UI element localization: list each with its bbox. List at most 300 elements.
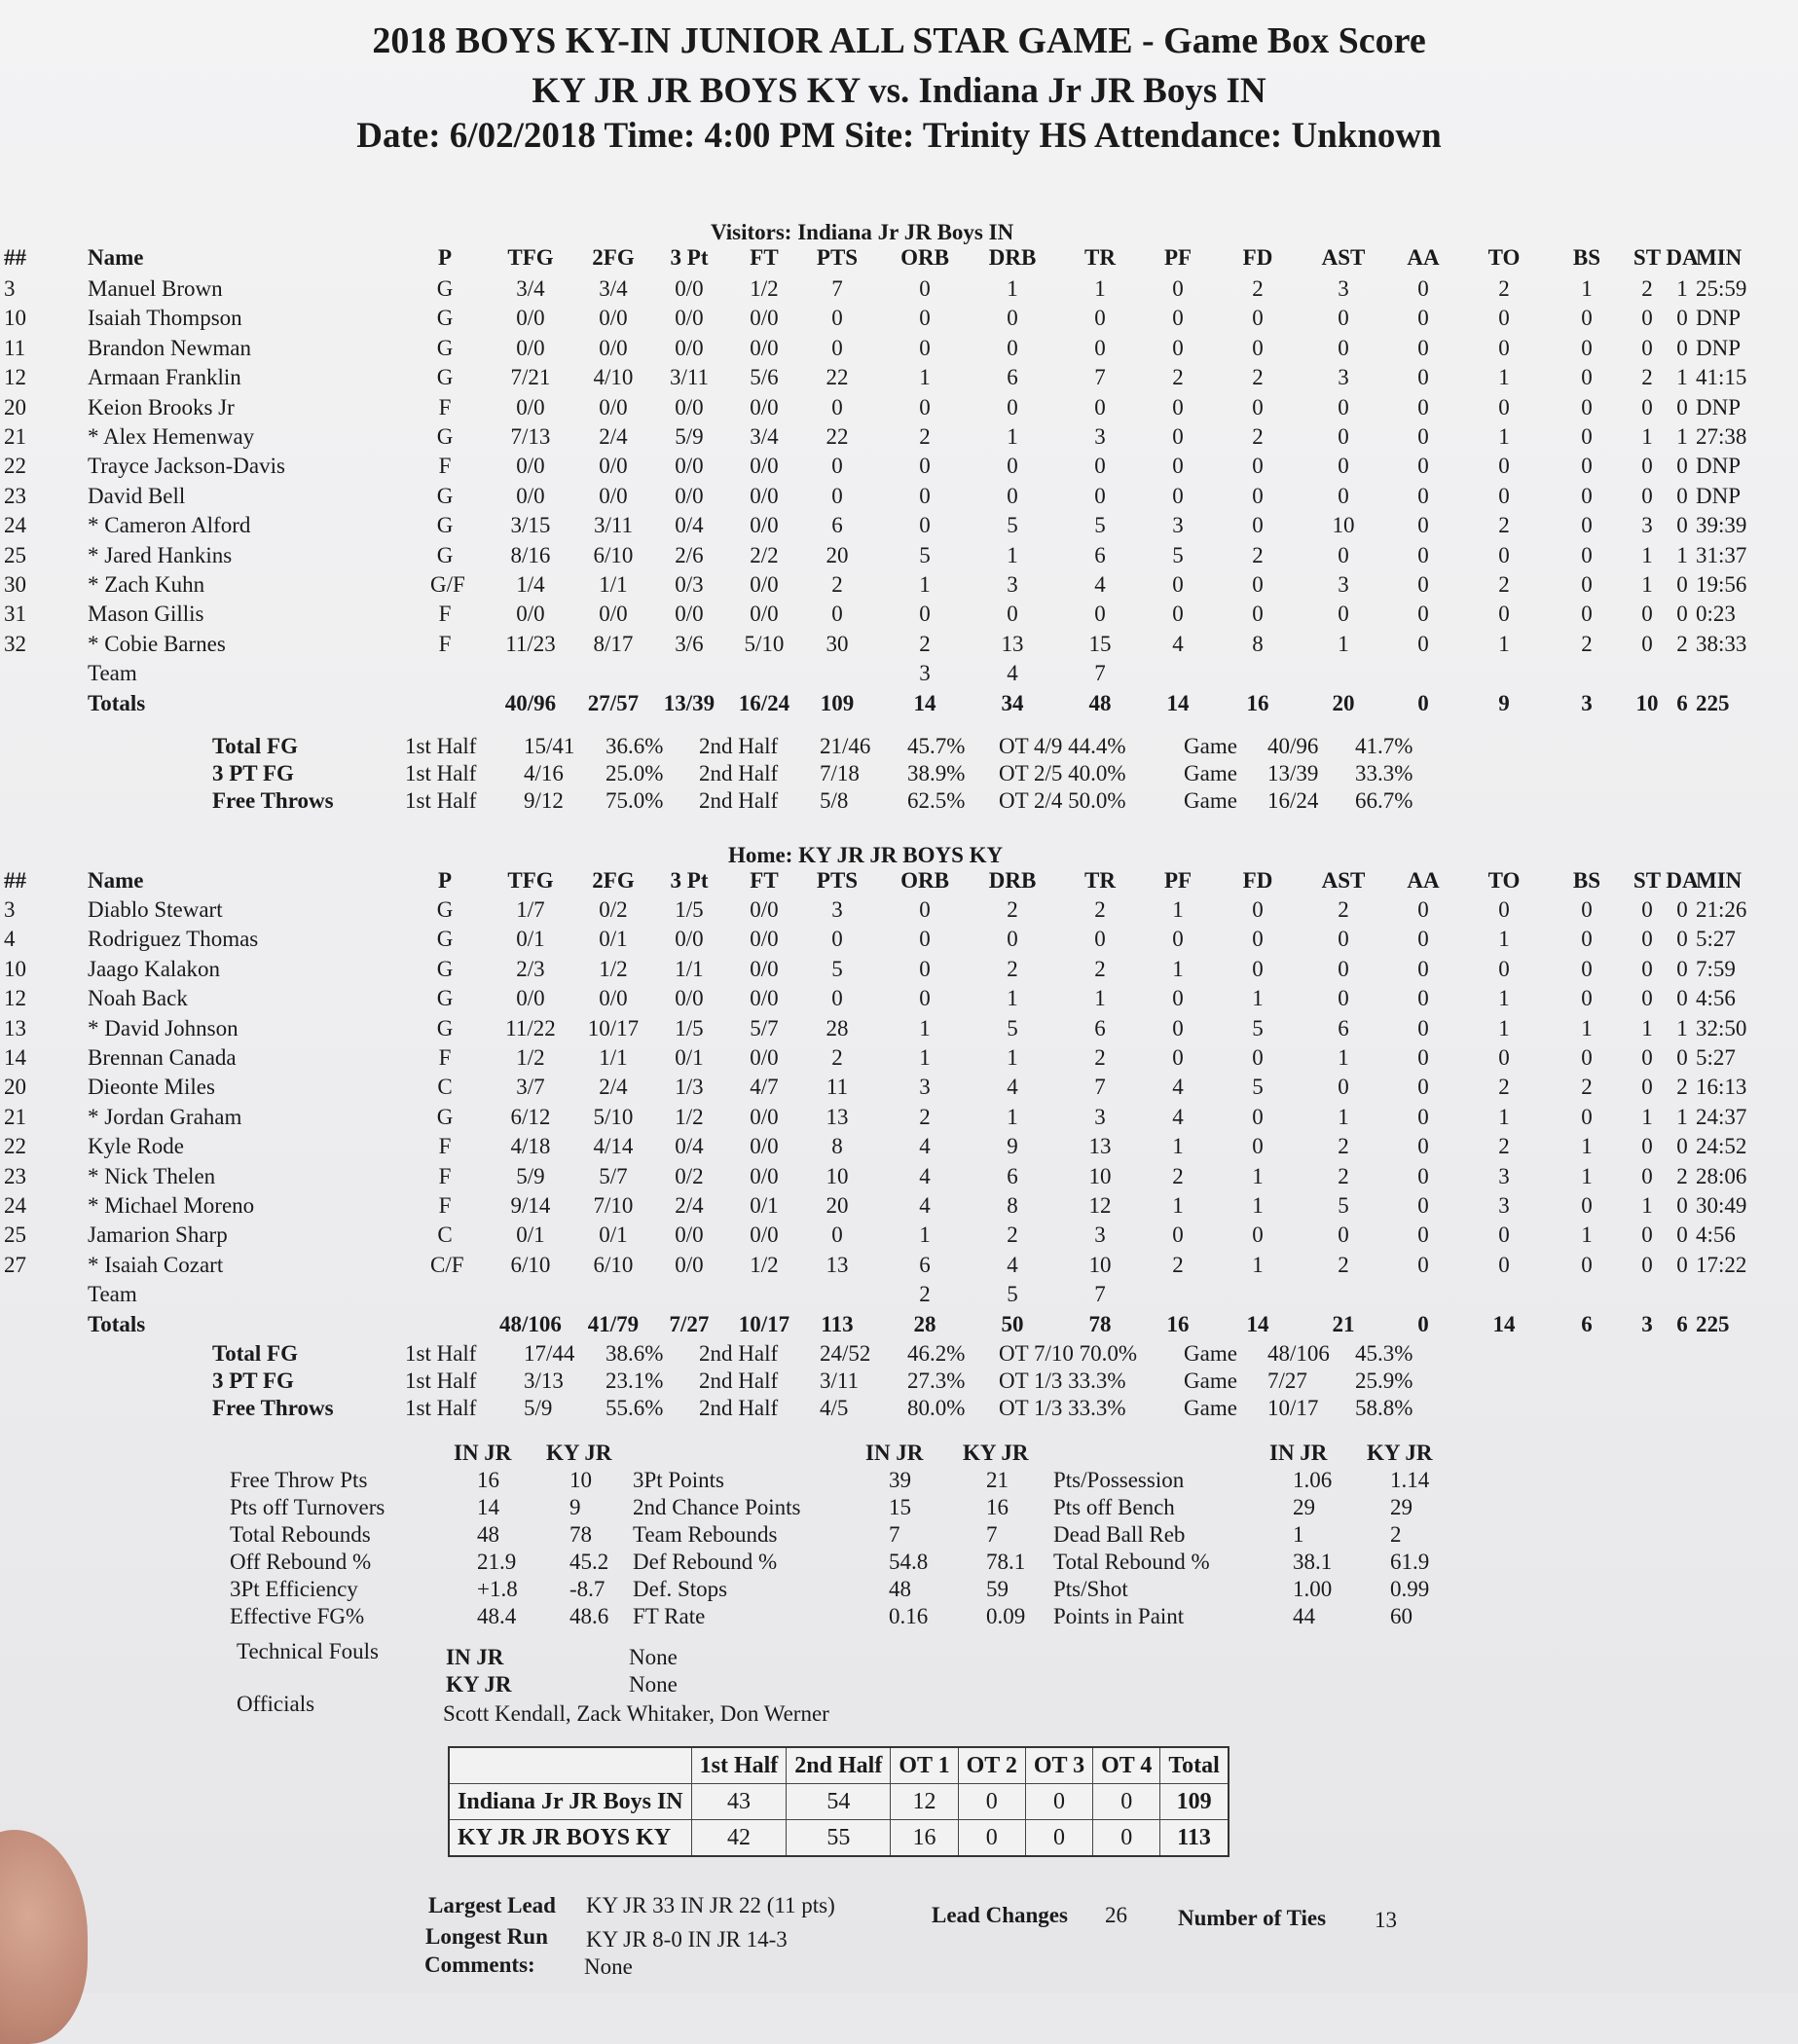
stat-cell-tfg: 0/0 xyxy=(516,602,545,627)
stat-cell-ast: 1 xyxy=(1338,631,1349,656)
column-header-ast: AST xyxy=(1321,868,1366,893)
stat-cell-drb: 0 xyxy=(1007,927,1018,952)
stat-cell-st: 0 xyxy=(1641,1134,1653,1159)
linescore-cell: 42 xyxy=(691,1820,787,1857)
stats-label: Pts/Possession xyxy=(1053,1468,1185,1492)
stat-cell-pt3: 0/4 xyxy=(675,513,704,538)
stat-cell-to: 0 xyxy=(1498,454,1510,479)
stat-cell-orb: 0 xyxy=(919,454,931,479)
stat-cell-da: 0 xyxy=(1676,454,1688,479)
stat-cell-num: 20 xyxy=(4,1075,26,1100)
stat-cell-tfg: 3/15 xyxy=(510,513,551,538)
shooting-ot: OT 1/3 33.3% xyxy=(999,1369,1126,1393)
stat-cell-to: 0 xyxy=(1498,306,1510,331)
stat-cell-st: 1 xyxy=(1641,1015,1653,1040)
stat-cell-fd: 1 xyxy=(1252,1163,1264,1188)
stat-cell-min: 5:27 xyxy=(1696,927,1736,952)
ties-label: Number of Ties xyxy=(1178,1906,1327,1930)
stat-cell-pf: 0 xyxy=(1172,986,1184,1011)
table-row xyxy=(0,986,1798,1015)
stat-cell-fd: 0 xyxy=(1252,897,1264,922)
stat-cell-da: 0 xyxy=(1676,986,1688,1011)
stat-cell-da: 2 xyxy=(1676,631,1688,656)
stat-cell-st: 2 xyxy=(1641,276,1653,301)
stat-cell-to: 0 xyxy=(1498,1252,1510,1277)
stat-cell-pt3: 0/1 xyxy=(675,1045,704,1070)
home-team-row xyxy=(0,1282,1798,1311)
player-name: Armaan Franklin xyxy=(88,365,241,390)
column-header-ft: FT xyxy=(750,868,779,893)
stat-cell-to: 0 xyxy=(1498,602,1510,627)
stat-cell-da: 2 xyxy=(1676,1075,1688,1100)
stat-cell-bs: 0 xyxy=(1581,1193,1593,1218)
stat-cell-pf: 1 xyxy=(1172,1193,1184,1218)
stat-cell-ft: 0/0 xyxy=(750,1045,779,1070)
stat-cell-pf: 0 xyxy=(1172,424,1184,449)
stat-cell-da: 0 xyxy=(1676,1134,1688,1159)
stat-cell-pf: 4 xyxy=(1172,1104,1184,1129)
stat-cell-ft: 1/2 xyxy=(750,1252,779,1277)
lead-changes-label: Lead Changes xyxy=(932,1903,1068,1927)
stat-cell-num: 11 xyxy=(4,335,26,360)
stat-cell-drb: 1 xyxy=(1007,424,1018,449)
column-header-drb: DRB xyxy=(988,245,1037,270)
stats-label: Free Throw Pts xyxy=(230,1468,368,1492)
stat-cell-ft: 0/0 xyxy=(750,572,779,597)
stat-cell-ft: 0/0 xyxy=(750,483,779,508)
shooting-ot: OT 1/3 33.3% xyxy=(999,1396,1126,1420)
stat-cell-min: DNP xyxy=(1696,335,1742,360)
stat-cell-da: 0 xyxy=(1676,394,1688,420)
stat-cell-fd: 0 xyxy=(1252,927,1264,952)
stats-ky-value: 29 xyxy=(1390,1495,1413,1519)
stats-ky-value: 1.14 xyxy=(1390,1468,1430,1492)
stats-col-in: IN JR xyxy=(454,1441,512,1465)
totals-bs: 6 xyxy=(1581,1311,1593,1336)
totals-pts: 109 xyxy=(820,690,855,715)
linescore-total: 109 xyxy=(1160,1784,1229,1820)
stat-cell-tfg: 1/4 xyxy=(516,572,545,597)
stats-in-value: 44 xyxy=(1293,1604,1315,1628)
shooting-g: Game xyxy=(1184,1396,1237,1420)
stat-cell-tfg: 11/22 xyxy=(505,1015,556,1040)
stat-cell-fd: 0 xyxy=(1252,454,1264,479)
stat-cell-fg2: 10/17 xyxy=(587,1015,640,1040)
stat-cell-aa: 0 xyxy=(1417,897,1429,922)
stat-cell-pts: 2 xyxy=(831,572,843,597)
column-header-aa: AA xyxy=(1407,245,1440,270)
stat-cell-min: 25:59 xyxy=(1696,276,1747,301)
stat-cell-tfg: 0/0 xyxy=(516,394,545,420)
stat-cell-orb: 1 xyxy=(919,1045,931,1070)
stat-cell-tfg: 3/7 xyxy=(516,1075,545,1100)
stat-cell-st: 0 xyxy=(1641,602,1653,627)
linescore-cell: 55 xyxy=(787,1820,891,1857)
stat-cell-drb: 4 xyxy=(1007,1252,1018,1277)
stat-cell-drb: 1 xyxy=(1007,986,1018,1011)
stat-cell-pos: C xyxy=(437,1223,453,1248)
stat-cell-pos: F xyxy=(438,1134,452,1159)
shooting-h2p: 62.5% xyxy=(907,788,966,813)
column-header-fd: FD xyxy=(1242,245,1273,270)
stats-in-value: 54.8 xyxy=(889,1550,929,1574)
stat-cell-da: 1 xyxy=(1676,542,1688,567)
shooting-label: 3 PT FG xyxy=(212,1369,294,1393)
shooting-gp: 33.3% xyxy=(1355,761,1413,785)
column-header-to: TO xyxy=(1487,868,1521,893)
stat-cell-fg2: 0/0 xyxy=(599,454,628,479)
stat-cell-pos: G xyxy=(436,542,454,567)
stats-ky-value: 0.09 xyxy=(986,1604,1026,1628)
stat-cell-tr: 3 xyxy=(1094,1104,1106,1129)
comments-value: None xyxy=(584,1954,633,1979)
stat-cell-st: 0 xyxy=(1641,956,1653,981)
stat-cell-ast: 0 xyxy=(1338,986,1349,1011)
column-header-pf: PF xyxy=(1163,868,1193,893)
stat-cell-st: 1 xyxy=(1641,572,1653,597)
comments-label: Comments: xyxy=(424,1953,535,1977)
stat-cell-fd: 0 xyxy=(1252,394,1264,420)
stat-cell-tr: 1 xyxy=(1094,986,1106,1011)
stat-cell-min: 21:26 xyxy=(1696,897,1747,922)
stat-cell-drb: 0 xyxy=(1007,335,1018,360)
stat-cell-fg2: 0/0 xyxy=(599,986,628,1011)
stats-ky-value: 59 xyxy=(986,1577,1009,1601)
totals-bs: 3 xyxy=(1581,690,1593,715)
stat-cell-tfg: 0/0 xyxy=(516,335,545,360)
stat-cell-pts: 20 xyxy=(826,542,849,567)
stat-cell-pf: 3 xyxy=(1172,513,1184,538)
stat-cell-fg2: 0/0 xyxy=(599,335,628,360)
totals-ft: 16/24 xyxy=(738,690,790,715)
linescore-header: OT 2 xyxy=(958,1747,1025,1784)
stat-cell-orb: 1 xyxy=(919,572,931,597)
stat-cell-fd: 0 xyxy=(1252,956,1264,981)
stat-cell-pf: 1 xyxy=(1172,897,1184,922)
stat-cell-tr: 13 xyxy=(1088,1134,1112,1159)
stat-cell-fg2: 6/10 xyxy=(593,542,634,567)
stat-cell-bs: 0 xyxy=(1581,572,1593,597)
totals-name: Totals xyxy=(88,1311,146,1336)
column-header-pts: PTS xyxy=(816,868,859,893)
stat-cell-min: 24:37 xyxy=(1696,1104,1747,1129)
stat-cell-to: 2 xyxy=(1498,276,1510,301)
stats-in-value: 48.4 xyxy=(477,1604,517,1628)
stat-cell-fg2: 3/11 xyxy=(593,513,634,538)
stat-cell-num: 14 xyxy=(4,1045,26,1070)
stat-cell-st: 0 xyxy=(1641,927,1653,952)
shooting-h2p: 45.7% xyxy=(907,734,966,758)
stat-cell-pos: G xyxy=(436,424,454,449)
stat-cell-ast: 6 xyxy=(1338,1015,1349,1040)
stat-cell-tfg: 1/2 xyxy=(516,1045,545,1070)
stat-cell-st: 0 xyxy=(1641,1163,1653,1188)
stats-in-value: 1.00 xyxy=(1293,1577,1333,1601)
totals-orb: 28 xyxy=(913,1311,936,1336)
stat-cell-pts: 0 xyxy=(831,454,843,479)
stat-cell-pts: 2 xyxy=(831,1045,843,1070)
stat-cell-num: 4 xyxy=(4,927,16,952)
linescore-row-visitors xyxy=(449,1784,1229,1820)
stat-cell-aa: 0 xyxy=(1417,1104,1429,1129)
stat-cell-bs: 0 xyxy=(1581,602,1593,627)
stat-cell-pf: 0 xyxy=(1172,306,1184,331)
stat-cell-pos: G xyxy=(436,927,454,952)
stat-cell-bs: 0 xyxy=(1581,424,1593,449)
player-name: * Isaiah Cozart xyxy=(88,1252,224,1277)
shooting-h2v: 5/8 xyxy=(820,788,849,813)
stat-cell-to: 3 xyxy=(1498,1163,1510,1188)
stat-cell-pos: G xyxy=(436,986,454,1011)
stat-cell-tr: 7 xyxy=(1094,1075,1106,1100)
shooting-h2v: 3/11 xyxy=(820,1369,860,1393)
stat-cell-pt3: 2/6 xyxy=(675,542,704,567)
stat-cell-aa: 0 xyxy=(1417,424,1429,449)
column-header-name: Name xyxy=(88,868,144,893)
stat-cell-pts: 30 xyxy=(826,631,849,656)
stat-cell-tfg: 1/7 xyxy=(516,897,545,922)
stat-cell-orb: 4 xyxy=(919,1193,931,1218)
stat-cell-fg2: 0/0 xyxy=(599,394,628,420)
stats-in-value: 7 xyxy=(889,1522,900,1547)
stat-cell-pos: F xyxy=(438,1193,452,1218)
linescore-team: Indiana Jr JR Boys IN xyxy=(449,1784,691,1820)
stat-cell-bs: 1 xyxy=(1581,1163,1593,1188)
stat-cell-ft: 0/0 xyxy=(750,897,779,922)
stat-cell-tfg: 4/18 xyxy=(510,1134,551,1159)
column-header-st: ST xyxy=(1633,868,1662,893)
column-header-tr: TR xyxy=(1084,245,1116,270)
stat-cell-num: 25 xyxy=(4,1223,26,1248)
stat-cell-to: 3 xyxy=(1498,1193,1510,1218)
technical-fouls-label: Technical Fouls xyxy=(237,1639,379,1663)
stat-cell-aa: 0 xyxy=(1417,986,1429,1011)
totals-da: 6 xyxy=(1676,690,1688,715)
stats-label: 2nd Chance Points xyxy=(633,1495,801,1519)
stat-cell-st: 0 xyxy=(1641,306,1653,331)
stat-cell-ast: 0 xyxy=(1338,602,1349,627)
stat-cell-min: 32:50 xyxy=(1696,1015,1747,1040)
shooting-h2: 2nd Half xyxy=(699,734,779,758)
stat-cell-aa: 0 xyxy=(1417,276,1429,301)
stat-cell-pts: 20 xyxy=(826,1193,849,1218)
shooting-h1: 1st Half xyxy=(405,788,477,813)
stat-cell-da: 1 xyxy=(1676,1015,1688,1040)
stat-cell-ft: 0/0 xyxy=(750,1104,779,1129)
stat-cell-st: 0 xyxy=(1641,335,1653,360)
stat-cell-pos: C xyxy=(437,1075,453,1100)
column-header-aa: AA xyxy=(1407,868,1440,893)
stat-cell-bs: 0 xyxy=(1581,1252,1593,1277)
stats-label: Dead Ball Reb xyxy=(1053,1522,1186,1547)
stat-cell-num: 23 xyxy=(4,483,26,508)
stat-cell-st: 0 xyxy=(1641,394,1653,420)
stat-cell-fd: 2 xyxy=(1252,542,1264,567)
stats-label: Pts/Shot xyxy=(1053,1577,1128,1601)
stat-cell-fd: 1 xyxy=(1252,1193,1264,1218)
stat-cell-ast: 0 xyxy=(1338,542,1349,567)
stat-cell-orb: 5 xyxy=(919,542,931,567)
stat-cell-orb: 2 xyxy=(919,1282,931,1307)
lead-changes-value: 26 xyxy=(1105,1903,1127,1927)
player-name: * Jared Hankins xyxy=(88,542,233,567)
shooting-h1: 1st Half xyxy=(405,761,477,785)
stat-cell-ast: 5 xyxy=(1338,1193,1349,1218)
shooting-h1: 1st Half xyxy=(405,1369,477,1393)
stat-cell-ft: 5/10 xyxy=(744,631,785,656)
stat-cell-tr: 0 xyxy=(1094,394,1106,420)
stat-cell-pos: F xyxy=(438,631,452,656)
linescore-corner xyxy=(449,1747,691,1784)
home-title: Home: KY JR JR BOYS KY xyxy=(728,843,1004,867)
stat-cell-aa: 0 xyxy=(1417,335,1429,360)
stat-cell-ft: 0/0 xyxy=(750,1163,779,1188)
stat-cell-to: 0 xyxy=(1498,335,1510,360)
shooting-h2p: 27.3% xyxy=(907,1369,966,1393)
stat-cell-st: 0 xyxy=(1641,1252,1653,1277)
longest-run-value: KY JR 8-0 IN JR 14-3 xyxy=(586,1927,788,1952)
totals-ft: 10/17 xyxy=(738,1311,790,1336)
stat-cell-bs: 1 xyxy=(1581,1223,1593,1248)
stat-cell-min: 39:39 xyxy=(1696,513,1747,538)
stats-ky-value: 16 xyxy=(986,1495,1009,1519)
column-header-num: ## xyxy=(4,868,26,893)
stat-cell-ast: 0 xyxy=(1338,956,1349,981)
stat-cell-drb: 6 xyxy=(1007,1163,1018,1188)
shooting-label: Free Throws xyxy=(212,788,334,813)
stat-cell-aa: 0 xyxy=(1417,1015,1429,1040)
stat-cell-tfg: 5/9 xyxy=(516,1163,545,1188)
shooting-h1: 1st Half xyxy=(405,1341,477,1366)
stat-cell-ft: 0/0 xyxy=(750,927,779,952)
stats-label: FT Rate xyxy=(633,1604,706,1628)
stat-cell-pf: 0 xyxy=(1172,602,1184,627)
stat-cell-bs: 0 xyxy=(1581,454,1593,479)
stat-cell-fg2: 2/4 xyxy=(599,1075,628,1100)
stat-cell-fg2: 0/1 xyxy=(599,1223,628,1248)
stat-cell-da: 1 xyxy=(1676,365,1688,390)
stat-cell-pos: F xyxy=(438,454,452,479)
stat-cell-pt3: 0/0 xyxy=(675,1252,704,1277)
stat-cell-aa: 0 xyxy=(1417,542,1429,567)
stat-cell-ast: 0 xyxy=(1338,306,1349,331)
player-name: * Nick Thelen xyxy=(88,1163,216,1188)
stat-cell-ast: 10 xyxy=(1332,513,1355,538)
shooting-h2: 2nd Half xyxy=(699,1369,779,1393)
stat-cell-bs: 1 xyxy=(1581,1015,1593,1040)
stat-cell-drb: 2 xyxy=(1007,1223,1018,1248)
stat-cell-fd: 1 xyxy=(1252,986,1264,1011)
totals-orb: 14 xyxy=(913,690,936,715)
stat-cell-pos: G xyxy=(436,276,454,301)
stat-cell-ast: 1 xyxy=(1338,1104,1349,1129)
stat-cell-pts: 0 xyxy=(831,986,843,1011)
stat-cell-ast: 3 xyxy=(1338,572,1349,597)
stat-cell-pts: 0 xyxy=(831,335,843,360)
column-header-num: ## xyxy=(4,245,26,270)
player-name: Diablo Stewart xyxy=(88,897,223,922)
shooting-gv: 7/27 xyxy=(1267,1369,1307,1393)
linescore-header: OT 1 xyxy=(891,1747,958,1784)
stat-cell-fd: 2 xyxy=(1252,276,1264,301)
stat-cell-tfg: 0/0 xyxy=(516,986,545,1011)
stats-in-value: 1.06 xyxy=(1293,1468,1333,1492)
shooting-gv: 13/39 xyxy=(1267,761,1319,785)
totals-drb: 34 xyxy=(1001,690,1024,715)
totals-ast: 20 xyxy=(1332,690,1355,715)
player-name: Manuel Brown xyxy=(88,276,223,301)
stat-cell-pt3: 0/0 xyxy=(675,986,704,1011)
totals-pts: 113 xyxy=(821,1311,854,1336)
stats-in-value: 48 xyxy=(477,1522,499,1547)
stats-in-value: 0.16 xyxy=(889,1604,929,1628)
stat-cell-bs: 2 xyxy=(1581,1075,1593,1100)
stat-cell-fd: 0 xyxy=(1252,335,1264,360)
stat-cell-num: 3 xyxy=(4,897,16,922)
stat-cell-bs: 0 xyxy=(1581,986,1593,1011)
stat-cell-pos: G xyxy=(436,365,454,390)
stat-cell-tr: 0 xyxy=(1094,306,1106,331)
shooting-h1v: 4/16 xyxy=(524,761,564,785)
shooting-line xyxy=(0,1369,1798,1396)
stat-cell-fg2: 0/0 xyxy=(599,483,628,508)
stat-cell-fd: 0 xyxy=(1252,306,1264,331)
stat-cell-tfg: 0/1 xyxy=(516,927,545,952)
stat-cell-pf: 4 xyxy=(1172,631,1184,656)
stat-cell-pf: 0 xyxy=(1172,1045,1184,1070)
totals-min: 225 xyxy=(1696,1311,1730,1336)
stat-cell-fg2: 7/10 xyxy=(593,1193,634,1218)
column-header-min: MIN xyxy=(1696,245,1743,270)
stat-cell-pos: F xyxy=(438,602,452,627)
stat-cell-pf: 0 xyxy=(1172,572,1184,597)
stat-cell-bs: 0 xyxy=(1581,1045,1593,1070)
stat-cell-ast: 0 xyxy=(1338,454,1349,479)
stat-cell-orb: 0 xyxy=(919,513,931,538)
shooting-h1p: 75.0% xyxy=(605,788,664,813)
stats-ky-value: 9 xyxy=(569,1495,581,1519)
totals-name: Totals xyxy=(88,690,146,715)
stat-cell-aa: 0 xyxy=(1417,1193,1429,1218)
stat-cell-ast: 0 xyxy=(1338,927,1349,952)
column-header-fg2: 2FG xyxy=(592,245,635,270)
stats-in-value: 15 xyxy=(889,1495,911,1519)
stat-cell-da: 0 xyxy=(1676,602,1688,627)
stat-cell-bs: 1 xyxy=(1581,276,1593,301)
stat-cell-drb: 0 xyxy=(1007,602,1018,627)
stat-cell-pt3: 0/0 xyxy=(675,454,704,479)
stat-cell-ft: 0/0 xyxy=(750,956,779,981)
shooting-h2p: 38.9% xyxy=(907,761,966,785)
stat-cell-pos: F xyxy=(438,1045,452,1070)
stats-col-ky: KY JR xyxy=(546,1441,612,1465)
stat-cell-ft: 0/0 xyxy=(750,394,779,420)
shooting-ot: OT 2/5 40.0% xyxy=(999,761,1126,785)
table-row xyxy=(0,1253,1798,1282)
stat-cell-fd: 0 xyxy=(1252,1134,1264,1159)
shooting-h2p: 46.2% xyxy=(907,1341,966,1366)
stat-cell-pf: 2 xyxy=(1172,1163,1184,1188)
stat-cell-pt3: 1/3 xyxy=(675,1075,704,1100)
stat-cell-ft: 5/6 xyxy=(750,365,779,390)
player-name: Brandon Newman xyxy=(88,335,251,360)
stat-cell-pf: 2 xyxy=(1172,365,1184,390)
stat-cell-ast: 0 xyxy=(1338,335,1349,360)
shooting-h2p: 80.0% xyxy=(907,1396,966,1420)
stat-cell-drb: 0 xyxy=(1007,454,1018,479)
stat-cell-drb: 4 xyxy=(1007,1075,1018,1100)
stat-cell-drb: 3 xyxy=(1007,572,1018,597)
